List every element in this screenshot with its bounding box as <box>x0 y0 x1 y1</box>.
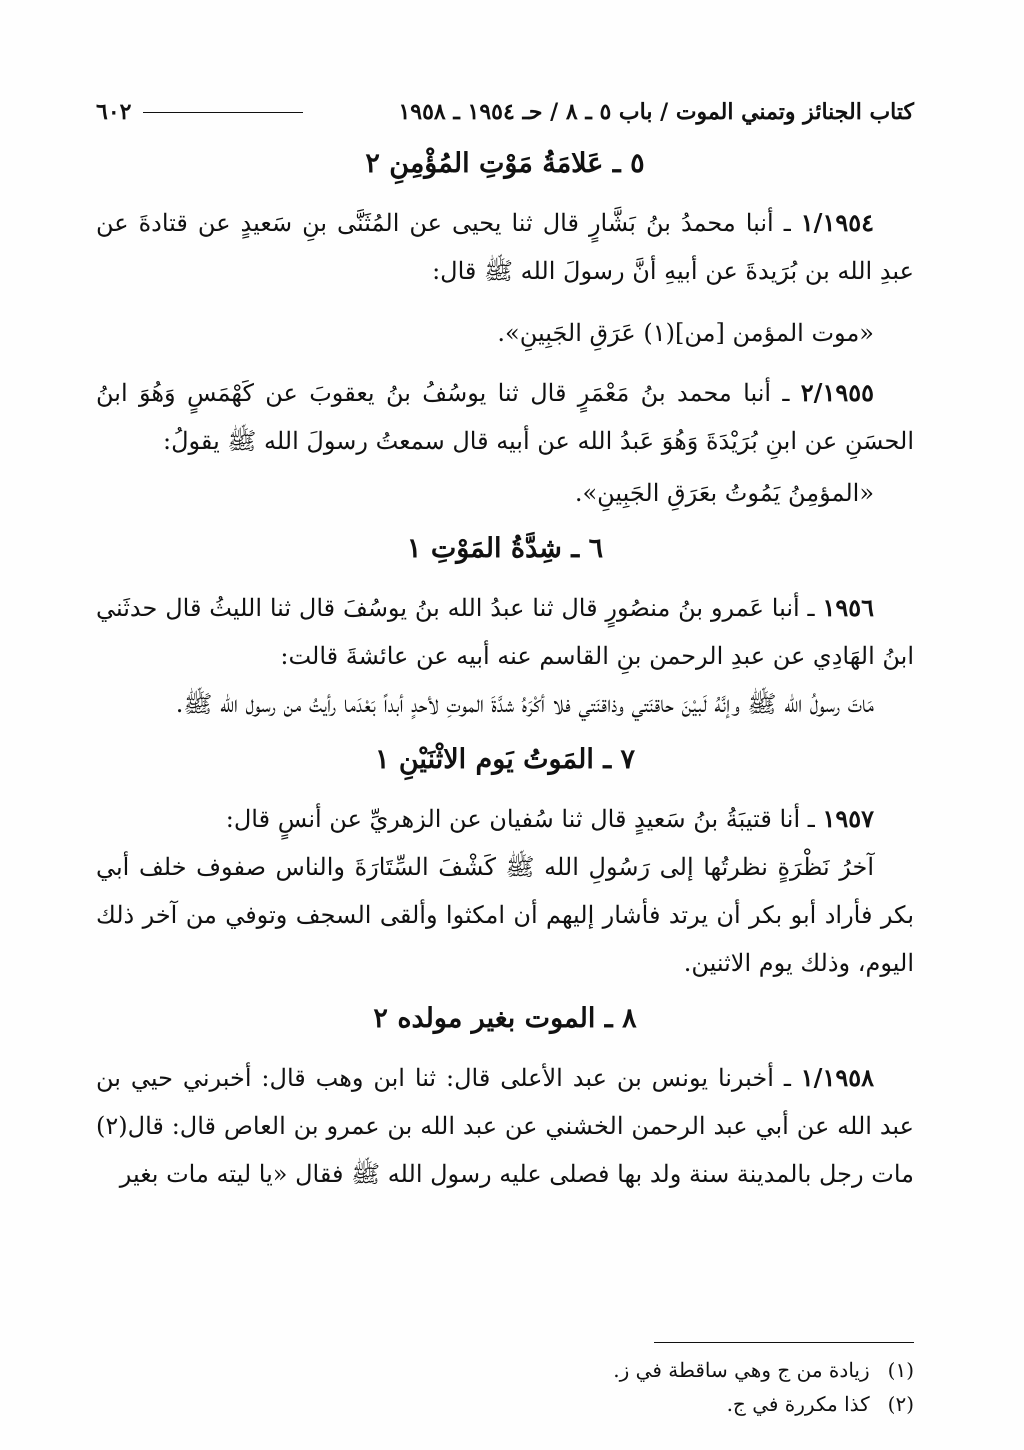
hadith-paragraph <box>96 584 914 680</box>
footnote-mark: (٢) <box>887 1392 914 1416</box>
section-title: ٧ ـ المَوتُ يَوم الاثْنَيْنِ ١ <box>374 744 636 775</box>
hadith-text: ـ أخبرنا يونس بن عبد الأعلى قال: ثنا ابن وهب قال: أخبرني حيي بن عبد الله عن أبي عبد الرحمن الخشني عن عبد الله بن عمرو بن العاص قال: قال(٢) مات رجل بالمدينة سنة ولد بها فصلى عليه رسول الله ﷺ فقال «يا ليته مات بغير <box>96 1064 914 1188</box>
footnote-rule <box>654 1342 914 1343</box>
section-title: ٦ ـ شِدَّةُ المَوْتِ ١ <box>406 533 604 564</box>
hadith-paragraph <box>96 1054 914 1198</box>
hadith-text: ـ أنبا عَمرو بنُ منصُورٍ قال ثنا عبدُ الله بنُ يوسُفَ قال ثنا الليثُ قال حدثَني ابنُ الهَادِي عن عبدِ الرحمن بنِ القاسم عنه أبيه عن عائشةَ قالت: <box>96 594 914 670</box>
footnote-text: زيادة من ج وهي ساقطة في ز. <box>613 1358 870 1382</box>
hadith-text: ـ أنا قتيبَةُ بنُ سَعيدٍ قال ثنا سُفيان عن الزهريِّ عن أنسٍ قال: <box>225 805 815 833</box>
hadith-text: ـ أنبا محمد بنُ مَعْمَرٍ قال ثنا يوسُفُ بنُ يعقوبَ عن كَهْمَسٍ وَهُوَ ابنُ الحسَنِ عن ابنِ بُرَيْدَةَ وَهُوَ عَبدُ الله عن أبيه قال سمعتُ رسولَ الله ﷺ يقولُ: <box>96 379 914 455</box>
section-title: ٥ ـ عَلامَةُ مَوْتِ المُؤْمِنِ ٢ <box>365 148 645 179</box>
hadith-body: مَاتَ رسولُ الله ﷺ وإنَّهُ لَبيْنَ حاقنَتي وذاقنَتي فلا أكْرَهُ شدَّةَ الموتِ لأحدٍ أبداً بَعْدَما رأيتُ من رسول الله ﷺ. <box>175 690 874 718</box>
footnote-item <box>96 1387 914 1421</box>
hadith-number: ١٩٥٦ <box>822 593 874 622</box>
hadith-number: ١/١٩٥٤ <box>800 208 874 237</box>
footnote-text: كذا مكررة في ج. <box>726 1392 870 1416</box>
section-title: ٨ ـ الموت بغير مولده ٢ <box>373 1003 637 1034</box>
footnote-mark: (١) <box>887 1358 914 1382</box>
hadith-text: ـ أنبا محمدُ بنُ بَشَّارٍ قال ثنا يحيى عن المُثَنَّى بنِ سَعيدٍ عن قتادةَ عن عبدِ الله بن بُرَيدةَ عن أبيهِ أنَّ رسولَ الله ﷺ قال: <box>96 209 914 285</box>
header-rule <box>143 112 303 113</box>
hadith-quote: «موت المؤمن [من](١) عَرَقِ الجَبِينِ». <box>497 319 874 347</box>
hadith-number: ٢/١٩٥٥ <box>800 378 874 407</box>
footnotes <box>96 1342 914 1421</box>
page-number: ٦٠٢ <box>96 99 132 125</box>
hadith-quote: «المؤمِنُ يَمُوتُ بعَرَقِ الجَبِينِ». <box>574 479 874 507</box>
running-title: كتاب الجنائز وتمني الموت / باب ٥ ـ ٨ / حـ ١٩٥٤ ـ ١٩٥٨ <box>398 99 914 125</box>
footnote-item <box>96 1353 914 1387</box>
hadith-paragraph <box>96 369 914 465</box>
hadith-paragraph <box>96 199 914 295</box>
hadith-paragraph <box>96 795 914 843</box>
hadith-number: ١/١٩٥٨ <box>800 1063 874 1092</box>
hadith-number: ١٩٥٧ <box>822 804 874 833</box>
hadith-body: آخرُ نَظْرَةٍ نظرتُها إلى رَسُولِ الله ﷺ كَشْفَ السِّتَارَةَ والناس صفوف خلف أبي بكر فأراد أبو بكر أن يرتد فأشار إليهم أن امكثوا وألقى السجف وتوفي من آخر ذلك اليوم، وذلك يوم الاثنين. <box>96 853 914 977</box>
running-header <box>96 92 914 132</box>
